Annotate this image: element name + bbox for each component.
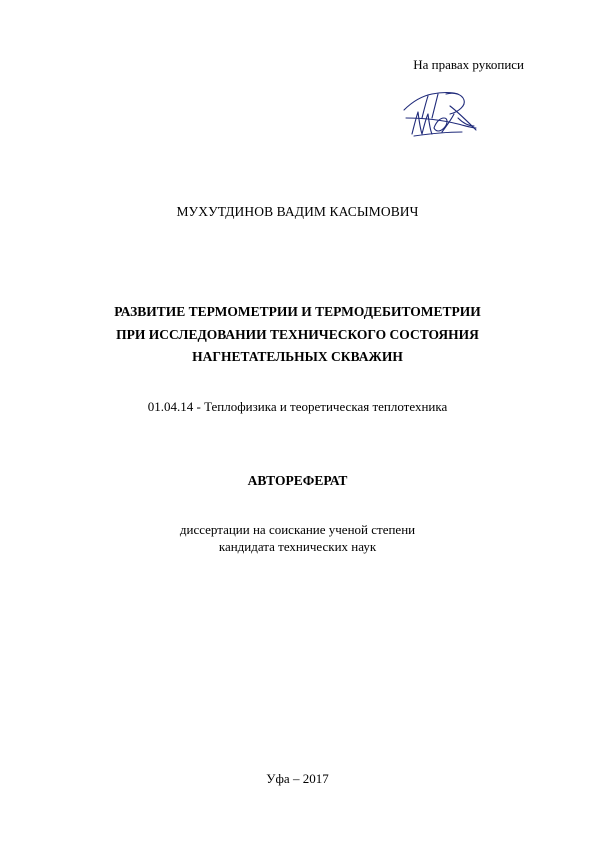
title-line: РАЗВИТИЕ ТЕРМОМЕТРИИ И ТЕРМОДЕБИТОМЕТРИИ	[114, 304, 481, 319]
degree-description	[0, 521, 595, 555]
handwritten-signature-icon	[398, 88, 482, 140]
title-line: НАГНЕТАТЕЛЬНЫХ СКВАЖИН	[192, 349, 403, 364]
manuscript-rights-note: На правах рукописи	[413, 57, 524, 72]
author-name: МУХУТДИНОВ ВАДИМ КАСЫМОВИЧ	[176, 204, 419, 219]
title-line: ПРИ ИССЛЕДОВАНИИ ТЕХНИЧЕСКОГО СОСТОЯНИЯ	[116, 326, 479, 342]
document-type-heading: АВТОРЕФЕРАТ	[247, 473, 348, 488]
description-line: кандидата технических наук	[218, 539, 377, 554]
dissertation-title	[0, 301, 595, 369]
place-and-year: Уфа – 2017	[266, 771, 329, 786]
specialty-code: 01.04.14 - Теплофизика и теоретическая теплотехника	[147, 399, 448, 414]
description-line: диссертации на соискание ученой степени	[179, 522, 416, 537]
